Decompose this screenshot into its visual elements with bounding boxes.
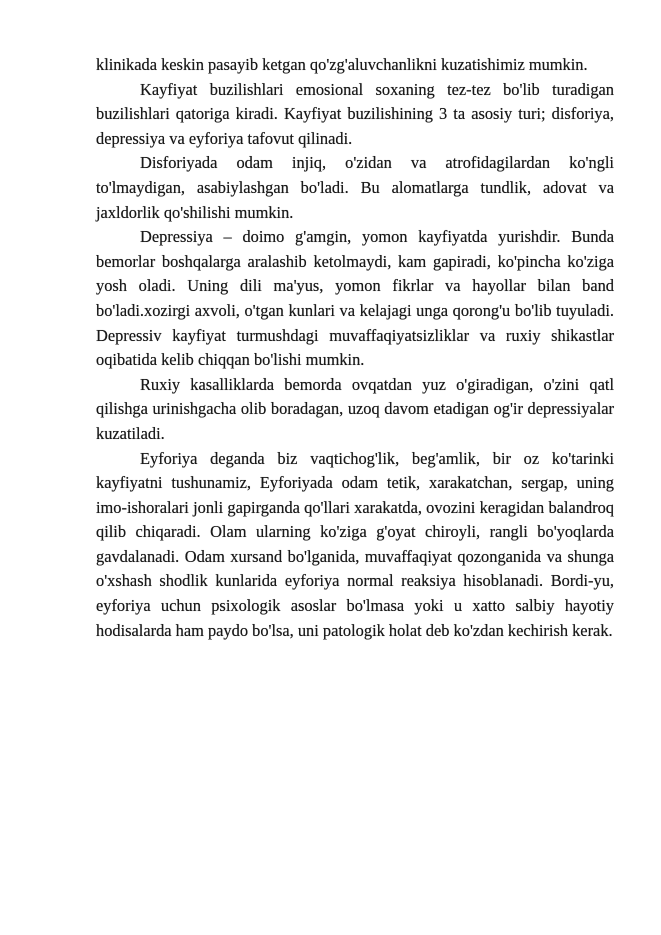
paragraph-dysphoria: Disforiyada odam injiq, o'zidan va atrofidagilardan ko'ngli to'lmaydigan, asabiylashgan bo'ladi. Bu alomatlarga tundlik, adovat va jaxldorlik qo'shilishi mumkin.: [96, 153, 614, 222]
document-page: [96, 53, 614, 643]
paragraph-continuation: klinikada keskin pasayib ketgan qo'zg'aluvchanlikni kuzatishimiz mumkin.: [96, 55, 588, 74]
paragraph-euphoria: Eyforiya deganda biz vaqtichog'lik, beg'amlik, bir oz ko'tarinki kayfiyatni tushunamiz, Eyforiyada odam tetik, xarakatchan, sergap, uning imo-ishoralari jonli gapirganda qo'llari xarakatda, ovozini keragidan balandroq qilib chiqaradi. Olam ularning ko'ziga g'oyat chiroyli, rangli bo'yoqlarda gavdalanadi. Odam xursand bo'lganida, muvaffaqiyat qozonganida va shunga o'xshash shodlik kunlarida eyforiya normal reaksiya hisoblanadi. Bordi-yu, eyforiya uchun psixologik asoslar bo'lmasa yoki u xatto salbiy hayotiy hodisalarda ham paydo bo'lsa, uni patologik holat deb ko'zdan kechirish kerak.: [96, 448, 614, 640]
paragraph-depression: Depressiya – doimo g'amgin, yomon kayfiyatda yurishdir. Bunda bemorlar boshqalarga aralashib ketolmaydi, kam gapiradi, ko'pincha ko'ziga yosh oladi. Uning dili ma'yus, yomon fikrlar va hayollar bilan band bo'ladi.xozirgi axvoli, o'tgan kunlari va kelajagi unga qorong'u bo'lib tuyuladi. Depressiv kayfiyat turmushdagi muvaffaqiyatsizliklar va ruxiy shikastlar oqibatida kelib chiqqan bo'lishi mumkin.: [96, 227, 614, 370]
paragraph-severe-depression: Ruxiy kasalliklarda bemorda ovqatdan yuz o'giradigan, o'zini qatl qilishga urinishgacha olib boradagan, uzoq davom etadigan og'ir depressiyalar kuzatiladi.: [96, 374, 614, 443]
paragraph-mood-disorders: Kayfiyat buzilishlari emosional soxaning tez-tez bo'lib turadigan buzilishlari qatoriga kiradi. Kayfiyat buzilishining 3 ta asosiy turi; disforiya, depressiya va eyforiya tafovut qilinadi.: [96, 79, 614, 148]
